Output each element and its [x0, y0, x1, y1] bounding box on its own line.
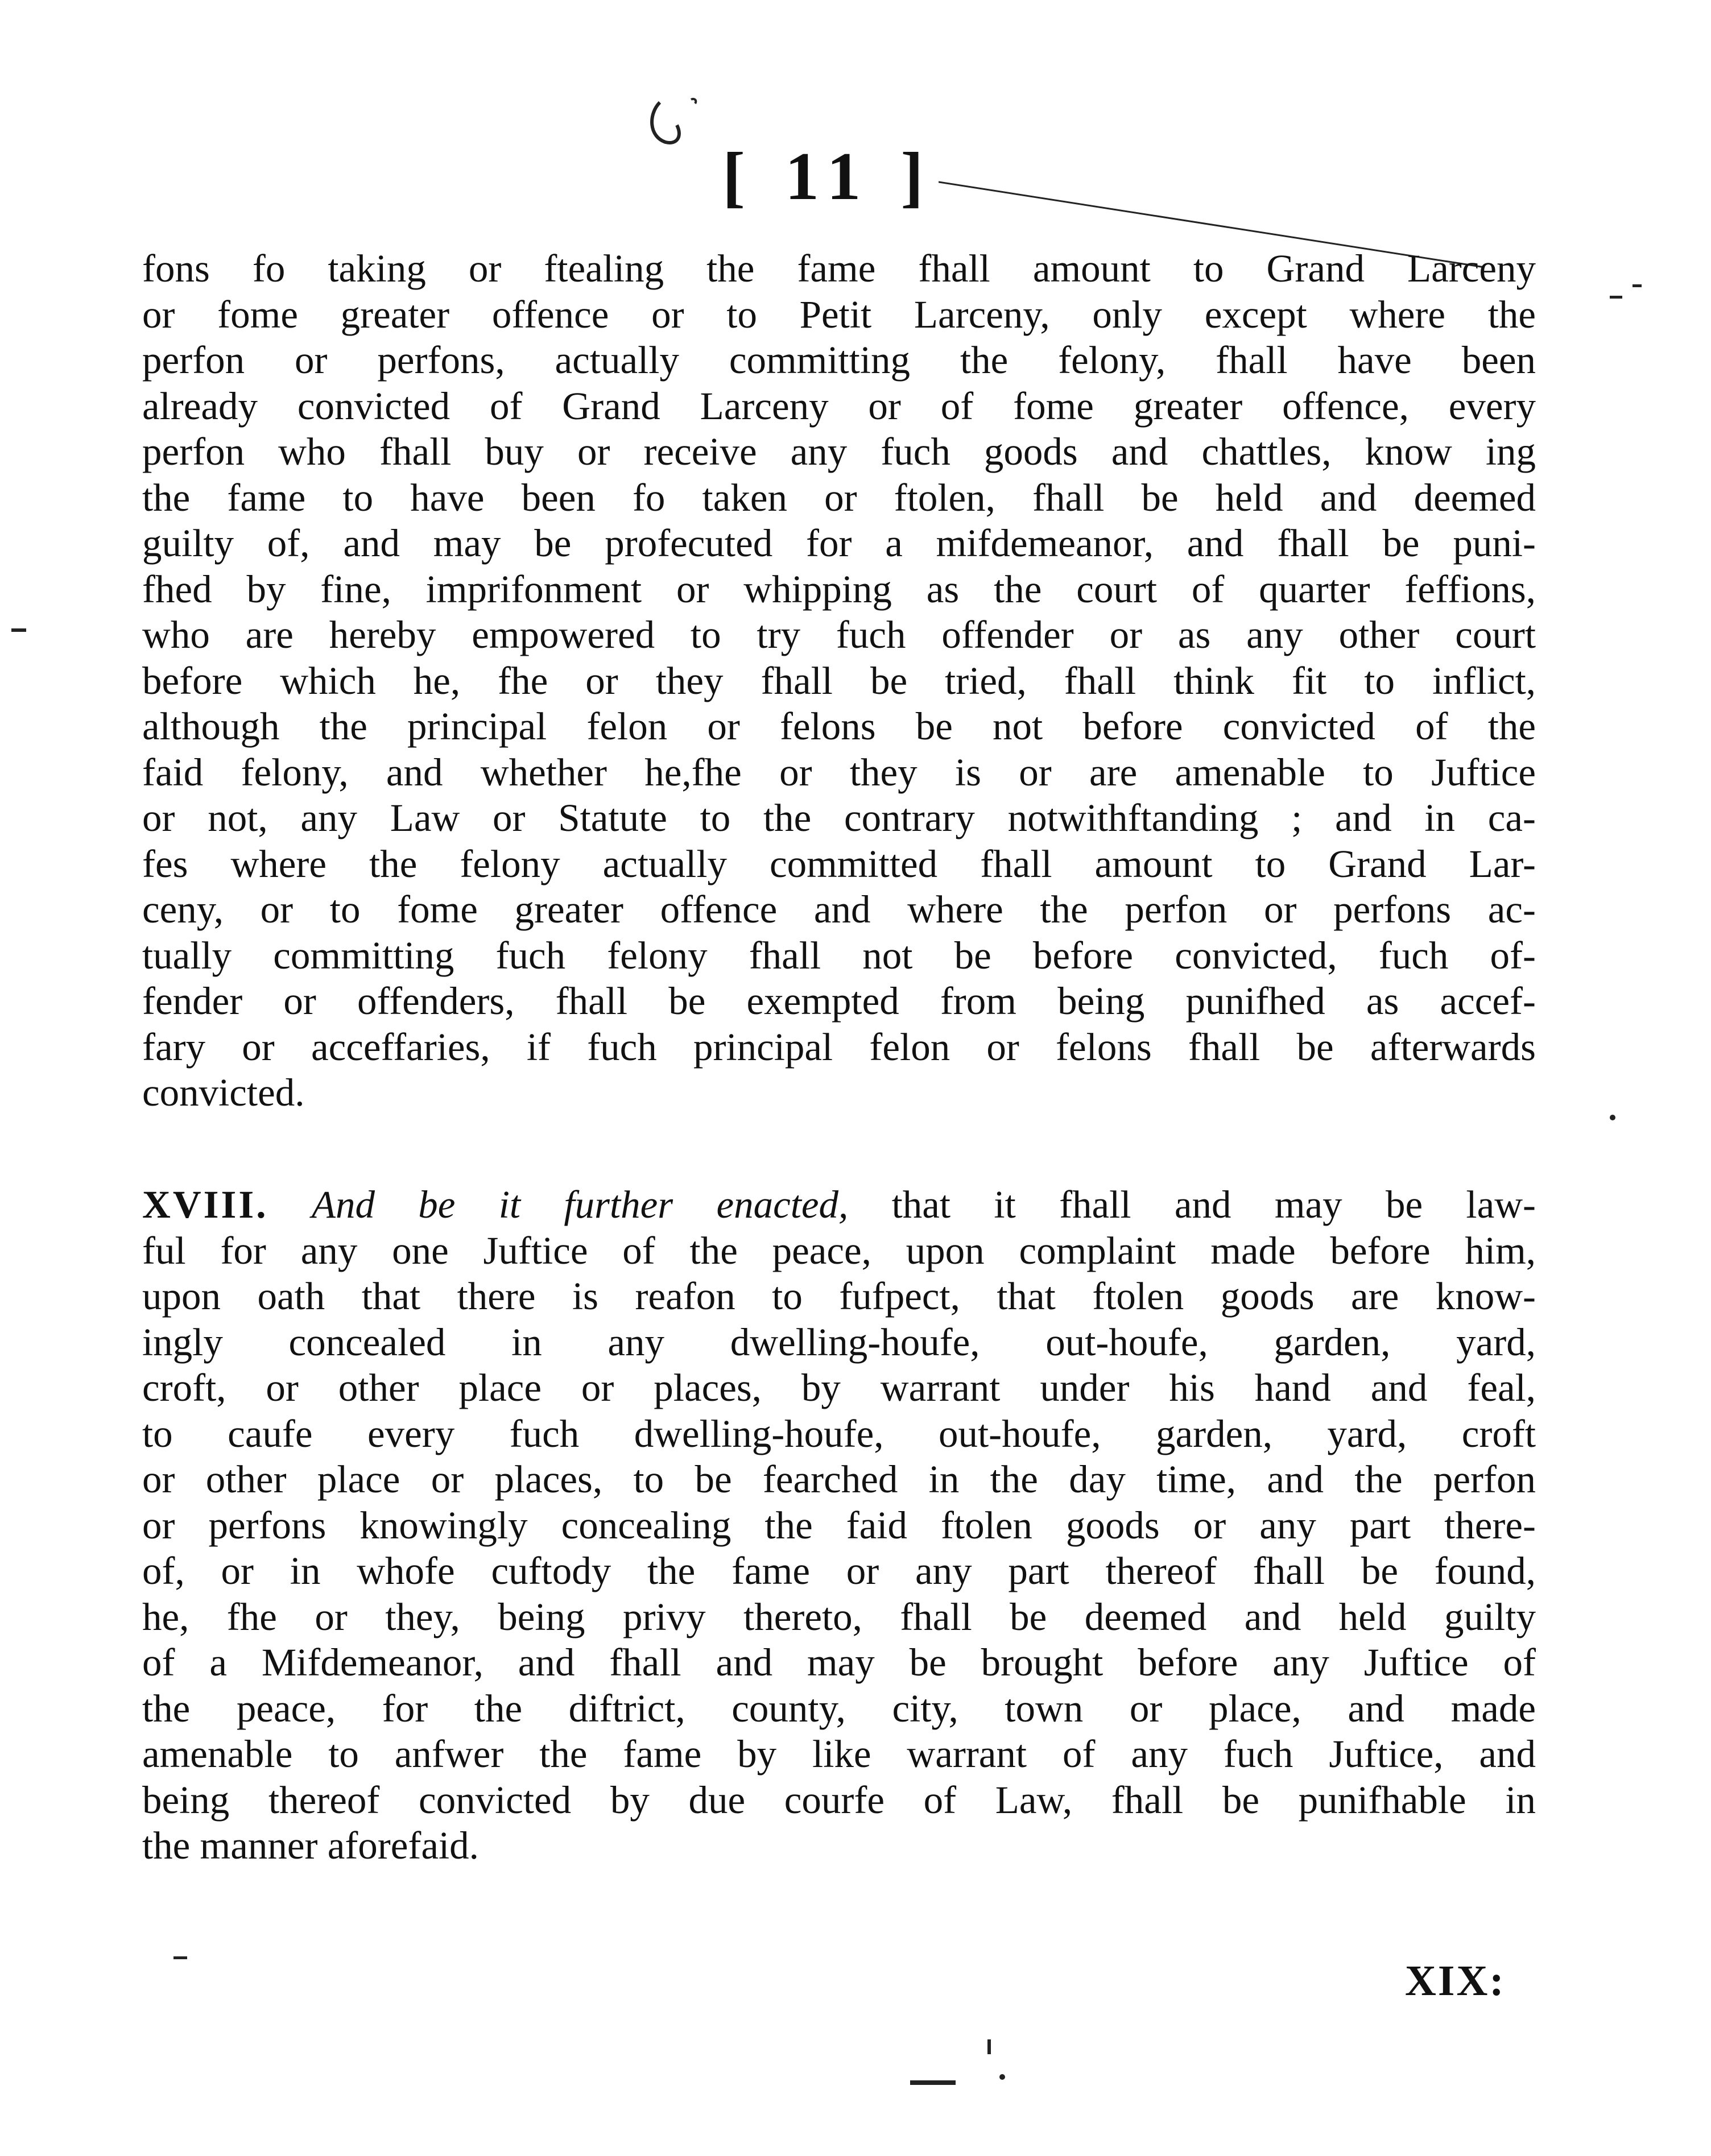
text-line: upon oath that there is reafon to fufpect, that ftolen goods are know- [142, 1274, 1536, 1318]
text-line: or perfons knowingly concealing the faid ftolen goods or any part there- [142, 1503, 1536, 1547]
text-line: faid felony, and whether he,fhe or they is or are amenable to Juftice [142, 750, 1536, 794]
text-line: croft, or other place or places, by warrant under his hand and feal, [142, 1366, 1536, 1409]
paragraph-continuation [142, 246, 1536, 1116]
text-line: fons fo taking or ftealing the fame fhall amount to Grand Larceny [142, 247, 1536, 290]
text-line: the manner aforefaid. [142, 1824, 479, 1867]
text-line: fender or offenders, fhall be exempted from being punifhed as accef- [142, 979, 1536, 1023]
text-line: tually committing fuch felony fhall not be before convicted, fuch of- [142, 933, 1536, 977]
text-line: ingly concealed in any dwelling-houfe, out-houfe, garden, yard, [142, 1320, 1536, 1364]
text-line: or other place or places, to be fearched in the day time, and the perfon [142, 1458, 1536, 1501]
text-line: ceny, or to fome greater offence and where the perfon or perfons ac- [142, 888, 1536, 931]
text-line: being thereof convicted by due courfe of Law, fhall be punifhable in [142, 1778, 1536, 1822]
ink-scribble-mark [637, 91, 722, 159]
catchword: XIX: [1405, 1957, 1506, 2005]
text-line: or fome greater offence or to Petit Larceny, only except where the [142, 292, 1536, 336]
text-line: perfon who fhall buy or receive any fuch goods and chattles, know ing [142, 430, 1536, 473]
text-line: perfon or perfons, actually committing the felony, fhall have been [142, 338, 1536, 382]
section-first-line [142, 1182, 1536, 1228]
text-line: fary or acceffaries, if fuch principal felon or felons fhall be afterwards [142, 1025, 1536, 1069]
text-line: the fame to have been fo taken or ftolen, fhall be held and deemed [142, 475, 1536, 519]
text-line: of, or in whofe cuftody the fame or any part thereof fhall be found, [142, 1549, 1536, 1592]
text-line: fes where the felony actually committed fhall amount to Grand Lar- [142, 842, 1536, 885]
text-line: to caufe every fuch dwelling-houfe, out-houfe, garden, yard, croft [142, 1412, 1536, 1455]
text-line: the peace, for the diftrict, county, city, town or place, and made [142, 1686, 1536, 1730]
enacting-phrase: And be it further enacted, [311, 1183, 849, 1226]
text-line: although the principal felon or felons be not before convicted of the [142, 705, 1536, 748]
page-number-header: [ 11 ] [722, 138, 935, 214]
text-line: he, fhe or they, being privy thereto, fhall be deemed and held guilty [142, 1595, 1536, 1638]
text-line: convicted. [142, 1071, 305, 1114]
text-line: or not, any Law or Statute to the contrary notwithftanding ; and in ca- [142, 796, 1536, 839]
first-line-text: that it fhall and may be law- [891, 1183, 1536, 1226]
text-line: of a Mifdemeanor, and fhall and may be brought before any Juftice of [142, 1641, 1536, 1684]
text-line: fhed by fine, imprifonment or whipping as the court of quarter feffions, [142, 567, 1536, 611]
text-line: guilty of, and may be profecuted for a mifdemeanor, and fhall be puni- [142, 522, 1536, 565]
section-xviii-paragraph [142, 1182, 1536, 1869]
text-line: ful for any one Juftice of the peace, upon complaint made before him, [142, 1228, 1536, 1272]
section-number: XVIII. [142, 1183, 268, 1226]
text-line: amenable to anfwer the fame by like warrant of any fuch Juftice, and [142, 1732, 1536, 1776]
text-line: before which he, fhe or they fhall be tried, fhall think fit to inflict, [142, 659, 1536, 702]
text-line: who are hereby empowered to try fuch offender or as any other court [142, 613, 1536, 656]
text-line: already convicted of Grand Larceny or of fome greater offence, every [142, 384, 1536, 428]
